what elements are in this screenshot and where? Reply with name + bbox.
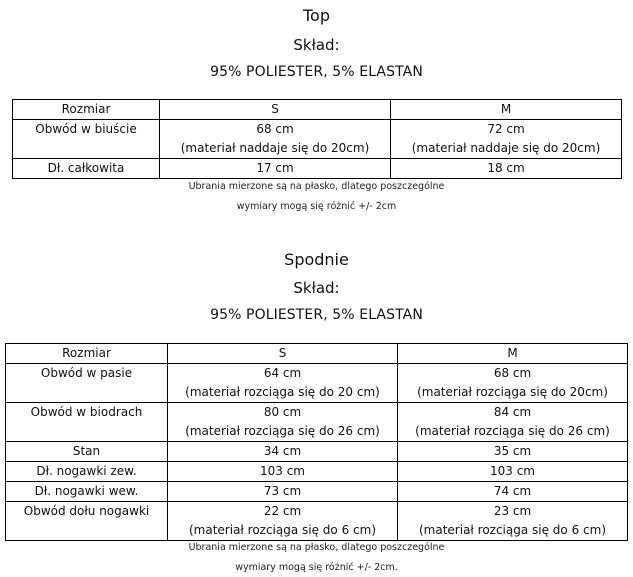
table-row [6, 502, 628, 541]
cell-value: 22 cm [263, 504, 302, 518]
row-label: Stan [6, 442, 168, 462]
cell-note: (materiał rozciąga się do 6 cm) [188, 523, 376, 537]
bottoms-note-line2: wymiary mogą się różnić +/- 2cm. [235, 562, 398, 573]
cell-s: 73 cm [168, 482, 398, 502]
cell-value: 72 cm [487, 122, 525, 136]
cell-note: (materiał naddaje się do 20cm) [180, 141, 370, 155]
cell-s: 17 cm [160, 159, 391, 179]
row-label: Obwód w pasie [6, 364, 168, 403]
cell-value: 23 cm [493, 504, 532, 518]
top-size-table [12, 99, 622, 179]
cell-m [391, 120, 622, 159]
table-header-row [13, 100, 622, 120]
table-row [6, 364, 628, 403]
bottoms-note-line1: Ubrania mierzone są na płasko, dlatego poszczególne [188, 542, 445, 553]
bottoms-size-table [5, 343, 628, 541]
row-label: Obwód dołu nogawki [6, 502, 168, 541]
top-title: Top [303, 6, 330, 25]
header-m: M [398, 344, 628, 364]
cell-m: 18 cm [391, 159, 622, 179]
cell-m [398, 502, 628, 541]
table-row [6, 482, 628, 502]
header-m: M [391, 100, 622, 120]
cell-value: 68 cm [493, 366, 532, 380]
bottoms-title: Spodnie [284, 250, 349, 269]
top-note-line2: wymiary mogą się różnić +/- 2cm [236, 201, 397, 212]
row-label: Dł. całkowita [13, 159, 160, 179]
cell-value: 80 cm [263, 405, 302, 419]
top-note-line1: Ubrania mierzone są na płasko, dlatego poszczególne [188, 181, 445, 192]
row-label: Dł. nogawki wew. [6, 482, 168, 502]
cell-note: (materiał naddaje się do 20cm) [411, 141, 601, 155]
header-size: Rozmiar [6, 344, 168, 364]
table-row [13, 159, 622, 179]
cell-note: (materiał rozciąga się do 6 cm) [418, 523, 606, 537]
cell-s [168, 403, 398, 442]
cell-value: 68 cm [256, 122, 294, 136]
cell-m: 74 cm [398, 482, 628, 502]
table-row [13, 120, 622, 159]
cell-s: 34 cm [168, 442, 398, 462]
cell-value: 64 cm [263, 366, 302, 380]
row-label: Dł. nogawki zew. [6, 462, 168, 482]
cell-m [398, 403, 628, 442]
table-row [6, 403, 628, 442]
cell-value: 84 cm [493, 405, 532, 419]
row-label: Obwód w biodrach [6, 403, 168, 442]
cell-note: (materiał rozciąga się do 26 cm) [415, 424, 610, 438]
cell-m: 35 cm [398, 442, 628, 462]
cell-m [398, 364, 628, 403]
bottoms-composition: 95% POLIESTER, 5% ELASTAN [210, 307, 423, 323]
cell-s [160, 120, 391, 159]
header-s: S [160, 100, 391, 120]
cell-s [168, 502, 398, 541]
header-size: Rozmiar [13, 100, 160, 120]
top-composition-label: Skład: [293, 36, 340, 54]
cell-note: (materiał rozciąga się do 20 cm) [185, 385, 380, 399]
table-row [6, 462, 628, 482]
cell-note: (materiał rozciąga się do 26 cm) [185, 424, 380, 438]
top-composition: 95% POLIESTER, 5% ELASTAN [210, 64, 423, 80]
header-s: S [168, 344, 398, 364]
cell-m: 103 cm [398, 462, 628, 482]
table-row [6, 442, 628, 462]
row-label: Obwód w biuście [13, 120, 160, 159]
cell-note: (materiał rozciąga się do 20cm) [417, 385, 608, 399]
bottoms-composition-label: Skład: [293, 279, 340, 297]
table-header-row [6, 344, 628, 364]
cell-s: 103 cm [168, 462, 398, 482]
cell-s [168, 364, 398, 403]
